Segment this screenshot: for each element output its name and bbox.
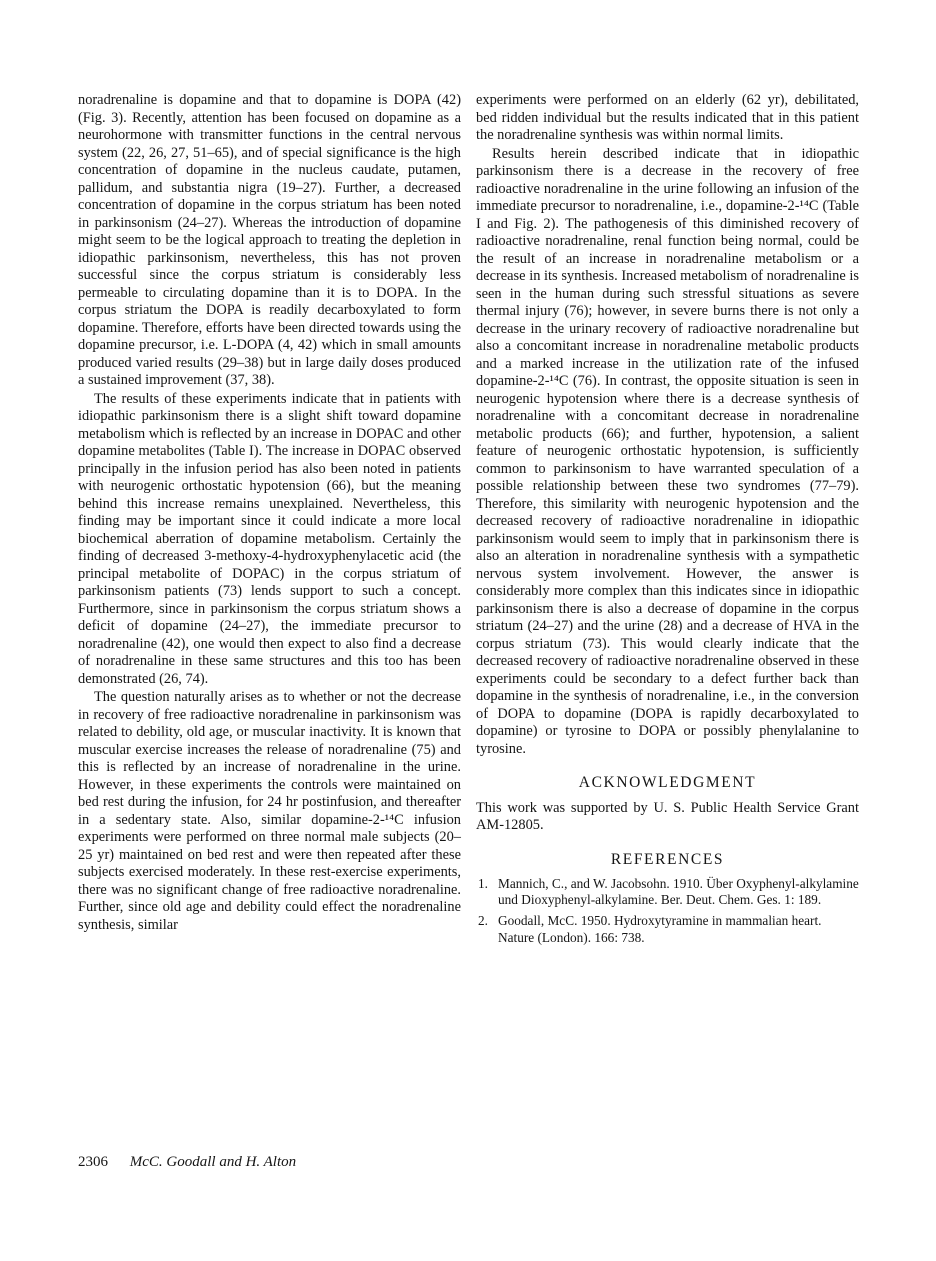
- body-paragraph: noradrenaline is dopamine and that to dopamine is DOPA (42) (Fig. 3). Recently, attention has been focused on dopamine as a neurohormone with transmitter functions in the central nervous system (22, 26, 27, 51–65), and of special significance is the high concentration of dopamine in the nucleus caudate, putamen, pallidum, and substantia nigra (19–27). Further, a decreased concentration of dopamine in the corpus striatum has been noted in parkinsonism (24–27). Whereas the introduction of dopamine might seem to be the logical approach to treating the depletion in idiopathic parkinsonism, nevertheless, this has not proven successful since the corpus striatum is considerably less permeable to circulating dopamine than it is to DOPA. In the corpus striatum the DOPA is readily decarboxylated to form dopamine. Therefore, efforts have been directed towards using the dopamine precursor, i.e. L-DOPA (4, 42) which in small amounts produced varied results (29–38) but in large daily doses produced a sustained improvement (37, 38).: [78, 92, 461, 388]
- reference-item: [476, 876, 859, 908]
- references-list: [476, 876, 859, 946]
- reference-number: 2.: [478, 913, 488, 929]
- body-paragraph: Results herein described indicate that in idiopathic parkinsonism there is a decrease in the recovery of free radioactive noradrenaline in the urine following an infusion of the immediate precursor to noradrenaline, i.e., dopamine-2-¹⁴C (Table I and Fig. 2). The pathogenesis of this diminished recovery of radioactive noradrenaline, renal function being normal, could be the result of an increase in noradrenaline metabolism or a decrease in its synthesis. Increased metabolism of noradrenaline is seen in the human during such stressful situations as severe thermal injury (76); however, in severe burns there is not only a decrease in the urinary recovery of radioactive noradrenaline but also a concomitant increase in noradrenaline metabolic products and a marked increase in the utilization rate of the infused dopamine-2-¹⁴C (76). In contrast, the opposite situation is seen in neurogenic hypotension where there is a decrease synthesis of noradrenaline with a concomitant decrease in noradrenaline metabolic products (66); and further, hypotension, a salient feature of neurogenic orthostatic hypotension, is sufficiently common to parkinsonism to have warranted speculation of a possible relationship between these two syndromes (77–79). Therefore, this similarity with neurogenic hypotension and the decreased recovery of radioactive noradrenaline in idiopathic parkinsonism would seem to imply that in parkinsonism there is also an alteration in noradrenaline synthesis with a sympathetic nervous system involvement. However, the answer is considerably more complex than this indicates since in idiopathic parkinsonism there is also a decrease of dopamine in the corpus striatum (24–27) and the urine (28) and a decrease of HVA in the corpus striatum (73). This would clearly indicate that the decreased recovery of radioactive noradrenaline observed in these experiments could be secondary to a defect further back than dopamine in the synthesis of noradrenaline, i.e., in the conversion of DOPA to dopamine (DOPA is rapidly decarboxylated to dopamine) or tyrosine to DOPA or possibly phenylalanine to tyrosine.: [476, 145, 859, 757]
- body-paragraph: experiments were performed on an elderly (62 yr), debilitated, bed ridden individual but the results indicated that in this patient the noradrenaline synthesis was within normal limits.: [476, 92, 859, 143]
- page-footer: [78, 1154, 296, 1171]
- reference-text: Mannich, C., and W. Jacobsohn. 1910. Über Oxyphenyl-alkylamine und Dioxyphenyl-alkylamine. Ber. Deut. Chem. Ges. 1: 189.: [498, 876, 859, 908]
- left-column: [78, 92, 461, 934]
- acknowledgment-heading: ACKNOWLEDGMENT: [578, 774, 757, 791]
- reference-item: [476, 913, 859, 945]
- page-number: 2306: [78, 1154, 108, 1170]
- body-paragraph: The results of these experiments indicate that in patients with idiopathic parkinsonism there is a slight shift toward dopamine metabolism which is reflected by an increase in DOPAC and other dopamine metabolites (Table I). The increase in DOPAC observed principally in the infusion period has also been noted in patients with neurogenic orthostatic hypotension (66), but the meaning behind this increase remains unexplained. Nevertheless, this finding may be important since it could indicate a more local biochemical aberration of dopamine metabolism. Certainly the finding of decreased 3-methoxy-4-hydroxyphenylacetic acid (the principal metabolite of DOPAC) in the corpus striatum of parkinsonism patients (73) lends support to such a concept. Furthermore, since in parkinsonism the corpus striatum shows a deficit of dopamine (24–27), the immediate precursor to noradrenaline (42), one would then expect to also find a decrease of noradrenaline in these same structures and this too has been demonstrated (26, 74).: [78, 390, 461, 687]
- right-column: [476, 92, 859, 951]
- reference-number: 1.: [478, 876, 488, 891]
- acknowledgment-text: This work was supported by U. S. Public Health Service Grant AM-12805.: [476, 799, 859, 833]
- body-paragraph: The question naturally arises as to whether or not the decrease in recovery of free radioactive noradrenaline in parkinsonism was related to debility, old age, or muscular inactivity. It is known that muscular exercise increases the release of noradrenaline (75) and this is reflected by an increase of noradrenaline in the urine. However, in these experiments the controls were maintained on bed rest during the infusion, for 24 hr postinfusion, and thereafter in a sedentary state. Also, similar dopamine-2-¹⁴C infusion experiments were performed on three normal male subjects (20–25 yr) maintained on bed rest and were then repeated after these subjects exercised moderately. In these rest-exercise experiments, there was no significant change of free radioactive noradrenaline. Further, since old age and debility could effect the noradrenaline synthesis, similar: [78, 689, 461, 933]
- running-authors: McC. Goodall and H. Alton: [129, 1154, 297, 1170]
- reference-text: Goodall, McC. 1950. Hydroxytyramine in mammalian heart. Nature (London). 166: 738.: [498, 913, 822, 945]
- references-heading: REFERENCES: [610, 850, 725, 868]
